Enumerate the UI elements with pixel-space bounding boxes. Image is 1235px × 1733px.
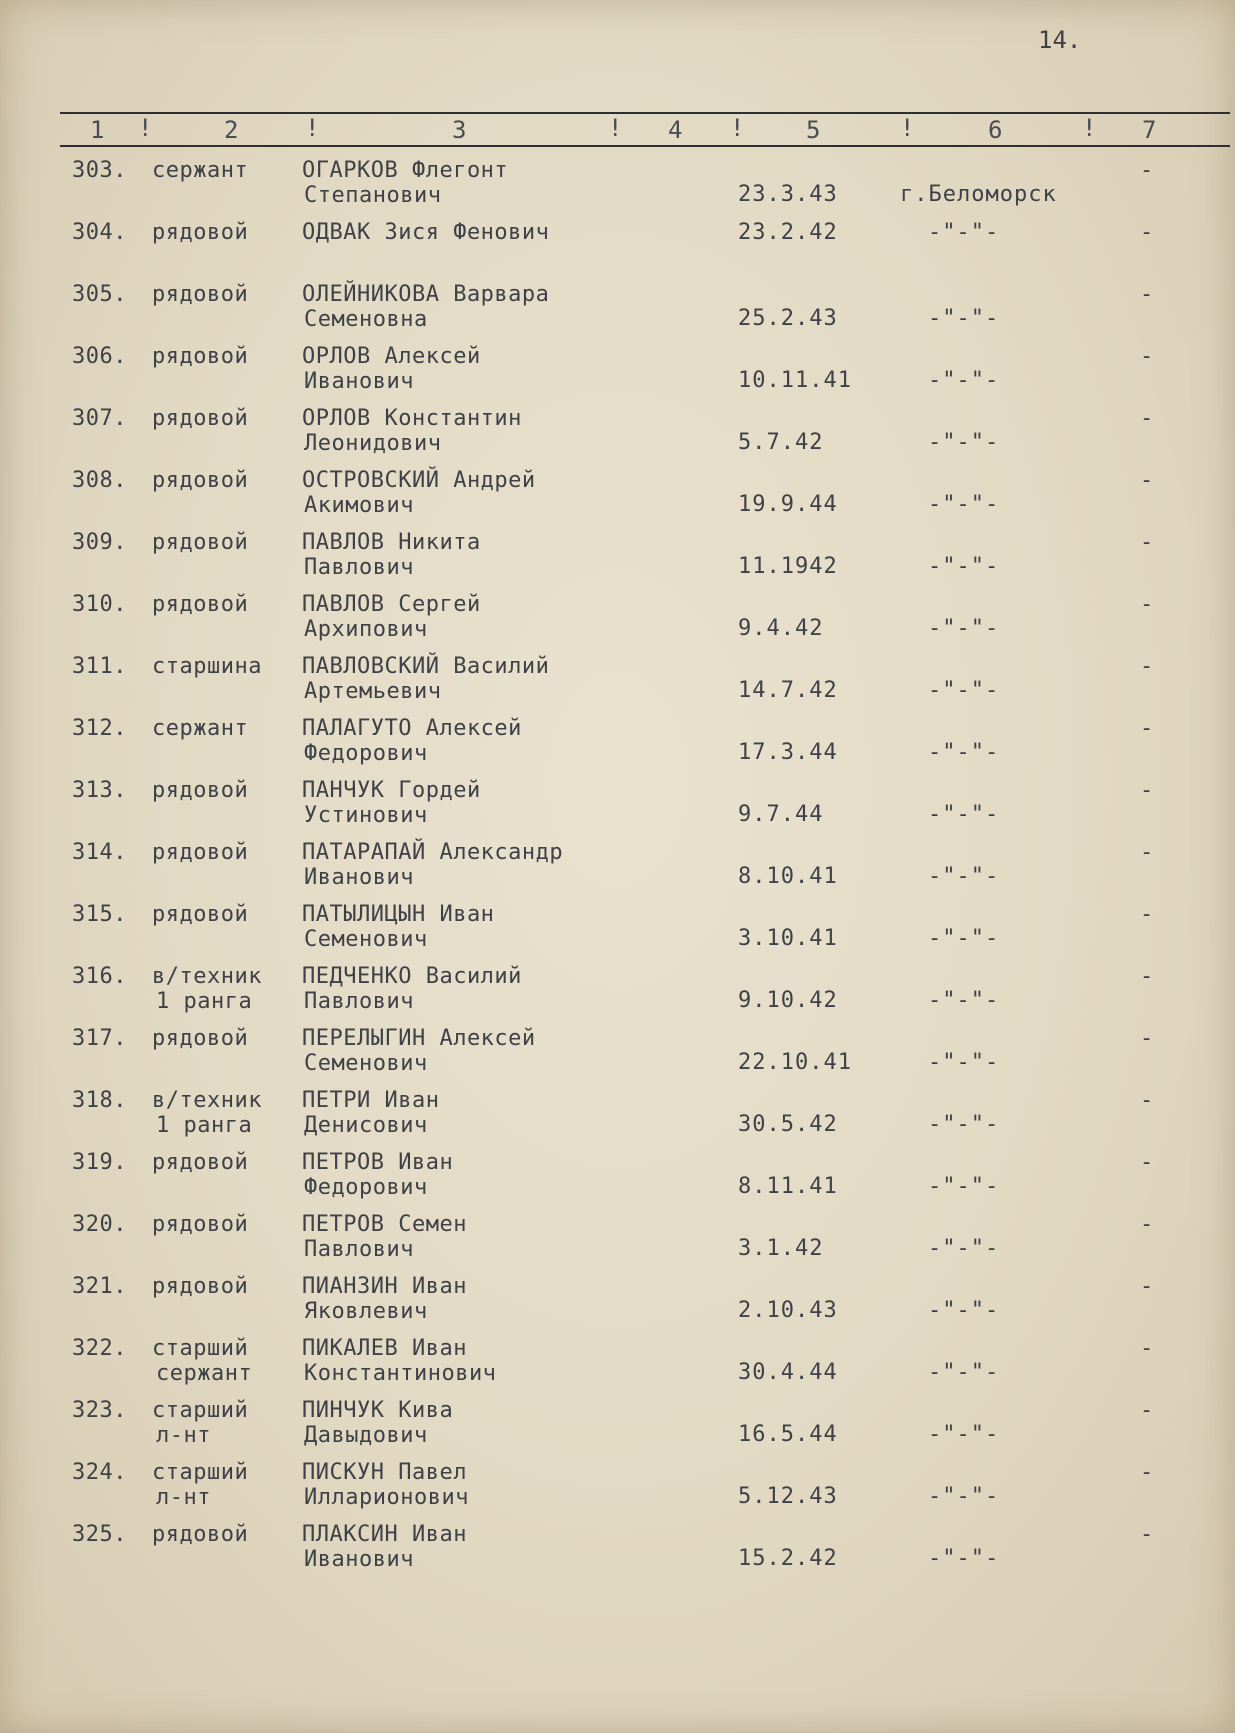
rank-line-2: л-нт bbox=[156, 1485, 211, 1510]
patronymic: Устинович bbox=[304, 803, 428, 828]
table-row bbox=[0, 220, 1235, 282]
record-number: 311. bbox=[72, 654, 127, 679]
place: -"-"- bbox=[928, 306, 1000, 331]
column-7-value: - bbox=[1140, 1088, 1154, 1113]
column-7-value: - bbox=[1140, 1150, 1154, 1175]
column-header-6: 6 bbox=[988, 116, 1003, 144]
patronymic: Степанович bbox=[304, 183, 442, 208]
record-number: 324. bbox=[72, 1460, 127, 1485]
place: -"-"- bbox=[928, 616, 1000, 641]
patronymic: Артемьевич bbox=[304, 679, 442, 704]
table-row bbox=[0, 964, 1235, 1026]
date: 2.10.43 bbox=[738, 1298, 838, 1323]
surname-and-name: ОДВАК Зися Фенович bbox=[302, 220, 550, 245]
record-number: 319. bbox=[72, 1150, 127, 1175]
table-row bbox=[0, 592, 1235, 654]
place: -"-"- bbox=[928, 1360, 1000, 1385]
record-number: 321. bbox=[72, 1274, 127, 1299]
column-header-5: 5 bbox=[806, 116, 821, 144]
patronymic: Давыдович bbox=[304, 1423, 428, 1448]
place: -"-"- bbox=[928, 740, 1000, 765]
column-separator: ! bbox=[138, 114, 153, 142]
date: 14.7.42 bbox=[738, 678, 838, 703]
surname-and-name: ОРЛОВ Алексей bbox=[302, 344, 481, 369]
record-number: 303. bbox=[72, 158, 127, 183]
date: 8.11.41 bbox=[738, 1174, 838, 1199]
surname-and-name: ОГАРКОВ Флегонт bbox=[302, 158, 509, 183]
header-rule-top bbox=[60, 112, 1230, 114]
patronymic: Акимович bbox=[304, 493, 414, 518]
record-number: 325. bbox=[72, 1522, 127, 1547]
column-7-value: - bbox=[1140, 592, 1154, 617]
surname-and-name: ПИКАЛЕВ Иван bbox=[302, 1336, 467, 1361]
column-separator: ! bbox=[730, 114, 745, 142]
date: 3.1.42 bbox=[738, 1236, 824, 1261]
column-header-1: 1 bbox=[90, 116, 105, 144]
rank: рядовой bbox=[152, 1212, 249, 1237]
table-row bbox=[0, 1212, 1235, 1274]
record-number: 312. bbox=[72, 716, 127, 741]
record-number: 309. bbox=[72, 530, 127, 555]
table-row bbox=[0, 840, 1235, 902]
patronymic: Иванович bbox=[304, 1547, 414, 1572]
patronymic: Архипович bbox=[304, 617, 428, 642]
table-row bbox=[0, 158, 1235, 220]
surname-and-name: ПИАНЗИН Иван bbox=[302, 1274, 467, 1299]
rank-line-2: сержант bbox=[156, 1361, 253, 1386]
date: 8.10.41 bbox=[738, 864, 838, 889]
date: 23.2.42 bbox=[738, 220, 838, 245]
column-7-value: - bbox=[1140, 1274, 1154, 1299]
patronymic: Леонидович bbox=[304, 431, 442, 456]
surname-and-name: ПИСКУН Павел bbox=[302, 1460, 467, 1485]
rank: рядовой bbox=[152, 1150, 249, 1175]
surname-and-name: ОСТРОВСКИЙ Андрей bbox=[302, 468, 536, 493]
rank: рядовой bbox=[152, 778, 249, 803]
rank: рядовой bbox=[152, 1274, 249, 1299]
rank: сержант bbox=[152, 158, 249, 183]
place: -"-"- bbox=[928, 368, 1000, 393]
table-row bbox=[0, 1336, 1235, 1398]
surname-and-name: ПЕТРОВ Иван bbox=[302, 1150, 454, 1175]
place: -"-"- bbox=[928, 926, 1000, 951]
rank: старший bbox=[152, 1336, 249, 1361]
rank-line-2: 1 ранга bbox=[156, 1113, 253, 1138]
rank-line-2: 1 ранга bbox=[156, 989, 253, 1014]
rank: старшина bbox=[152, 654, 262, 679]
record-number: 314. bbox=[72, 840, 127, 865]
date: 25.2.43 bbox=[738, 306, 838, 331]
place: -"-"- bbox=[928, 1112, 1000, 1137]
rank: рядовой bbox=[152, 1522, 249, 1547]
rank: рядовой bbox=[152, 282, 249, 307]
surname-and-name: ПЕТРИ Иван bbox=[302, 1088, 440, 1113]
date: 11.1942 bbox=[738, 554, 838, 579]
surname-and-name: ПИНЧУК Кива bbox=[302, 1398, 454, 1423]
record-number: 318. bbox=[72, 1088, 127, 1113]
record-number: 322. bbox=[72, 1336, 127, 1361]
rank: рядовой bbox=[152, 406, 249, 431]
rank: рядовой bbox=[152, 592, 249, 617]
patronymic: Денисович bbox=[304, 1113, 428, 1138]
date: 17.3.44 bbox=[738, 740, 838, 765]
surname-and-name: ПАНЧУК Гордей bbox=[302, 778, 481, 803]
record-number: 317. bbox=[72, 1026, 127, 1051]
column-7-value: - bbox=[1140, 406, 1154, 431]
patronymic: Семенович bbox=[304, 1051, 428, 1076]
column-7-value: - bbox=[1140, 1460, 1154, 1485]
table-row bbox=[0, 468, 1235, 530]
column-7-value: - bbox=[1140, 1336, 1154, 1361]
date: 9.7.44 bbox=[738, 802, 824, 827]
place: -"-"- bbox=[928, 1236, 1000, 1261]
table-row bbox=[0, 1026, 1235, 1088]
date: 10.11.41 bbox=[738, 368, 852, 393]
patronymic: Павлович bbox=[304, 555, 414, 580]
column-7-value: - bbox=[1140, 158, 1154, 183]
record-number: 323. bbox=[72, 1398, 127, 1423]
table-row bbox=[0, 282, 1235, 344]
rank: рядовой bbox=[152, 530, 249, 555]
column-7-value: - bbox=[1140, 716, 1154, 741]
date: 9.10.42 bbox=[738, 988, 838, 1013]
patronymic: Яковлевич bbox=[304, 1299, 428, 1324]
place: -"-"- bbox=[928, 1298, 1000, 1323]
rank: в/техник bbox=[152, 1088, 262, 1113]
column-7-value: - bbox=[1140, 778, 1154, 803]
surname-and-name: ОРЛОВ Константин bbox=[302, 406, 522, 431]
patronymic: Павлович bbox=[304, 1237, 414, 1262]
rank: рядовой bbox=[152, 840, 249, 865]
table-row bbox=[0, 1274, 1235, 1336]
date: 22.10.41 bbox=[738, 1050, 852, 1075]
record-number: 307. bbox=[72, 406, 127, 431]
patronymic: Федорович bbox=[304, 741, 428, 766]
place: -"-"- bbox=[928, 430, 1000, 455]
place: -"-"- bbox=[928, 1050, 1000, 1075]
record-number: 310. bbox=[72, 592, 127, 617]
patronymic: Иванович bbox=[304, 369, 414, 394]
record-number: 305. bbox=[72, 282, 127, 307]
rank: рядовой bbox=[152, 902, 249, 927]
date: 16.5.44 bbox=[738, 1422, 838, 1447]
date: 3.10.41 bbox=[738, 926, 838, 951]
surname-and-name: ПЕДЧЕНКО Василий bbox=[302, 964, 522, 989]
column-7-value: - bbox=[1140, 1026, 1154, 1051]
column-7-value: - bbox=[1140, 1398, 1154, 1423]
place: -"-"- bbox=[928, 988, 1000, 1013]
surname-and-name: ОЛЕЙНИКОВА Варвара bbox=[302, 282, 550, 307]
surname-and-name: ПЕТРОВ Семен bbox=[302, 1212, 467, 1237]
place: -"-"- bbox=[928, 864, 1000, 889]
table-row bbox=[0, 1150, 1235, 1212]
date: 15.2.42 bbox=[738, 1546, 838, 1571]
rank: сержант bbox=[152, 716, 249, 741]
record-number: 316. bbox=[72, 964, 127, 989]
rank-line-2: л-нт bbox=[156, 1423, 211, 1448]
column-separator: ! bbox=[305, 114, 320, 142]
column-header-2: 2 bbox=[224, 116, 239, 144]
column-7-value: - bbox=[1140, 344, 1154, 369]
rank: старший bbox=[152, 1460, 249, 1485]
patronymic: Федорович bbox=[304, 1175, 428, 1200]
place: г.Беломорск bbox=[900, 182, 1057, 207]
surname-and-name: ПАВЛОВ Сергей bbox=[302, 592, 481, 617]
column-7-value: - bbox=[1140, 654, 1154, 679]
table-row bbox=[0, 654, 1235, 716]
column-separator: ! bbox=[900, 114, 915, 142]
rank: рядовой bbox=[152, 1026, 249, 1051]
column-7-value: - bbox=[1140, 530, 1154, 555]
table-row bbox=[0, 778, 1235, 840]
place: -"-"- bbox=[928, 554, 1000, 579]
table-row bbox=[0, 1460, 1235, 1522]
patronymic: Константинович bbox=[304, 1361, 497, 1386]
record-number: 315. bbox=[72, 902, 127, 927]
place: -"-"- bbox=[928, 802, 1000, 827]
patronymic: Иванович bbox=[304, 865, 414, 890]
date: 23.3.43 bbox=[738, 182, 838, 207]
table-row bbox=[0, 530, 1235, 592]
table-row bbox=[0, 1522, 1235, 1584]
table-row bbox=[0, 716, 1235, 778]
column-7-value: - bbox=[1140, 840, 1154, 865]
column-header-3: 3 bbox=[452, 116, 467, 144]
patronymic: Илларионович bbox=[304, 1485, 469, 1510]
place: -"-"- bbox=[928, 1174, 1000, 1199]
surname-and-name: ПЛАКСИН Иван bbox=[302, 1522, 467, 1547]
table-row bbox=[0, 406, 1235, 468]
table-row bbox=[0, 344, 1235, 406]
column-separator: ! bbox=[1082, 114, 1097, 142]
date: 5.7.42 bbox=[738, 430, 824, 455]
record-number: 304. bbox=[72, 220, 127, 245]
surname-and-name: ПАТЫЛИЦЫН Иван bbox=[302, 902, 495, 927]
rank: рядовой bbox=[152, 468, 249, 493]
rank: рядовой bbox=[152, 344, 249, 369]
rank: в/техник bbox=[152, 964, 262, 989]
column-7-value: - bbox=[1140, 1522, 1154, 1547]
patronymic: Павлович bbox=[304, 989, 414, 1014]
date: 19.9.44 bbox=[738, 492, 838, 517]
date: 5.12.43 bbox=[738, 1484, 838, 1509]
surname-and-name: ПАЛАГУТО Алексей bbox=[302, 716, 522, 741]
column-header-4: 4 bbox=[668, 116, 683, 144]
column-header-7: 7 bbox=[1142, 116, 1157, 144]
patronymic: Семенович bbox=[304, 927, 428, 952]
date: 30.5.42 bbox=[738, 1112, 838, 1137]
column-separator: ! bbox=[608, 114, 623, 142]
place: -"-"- bbox=[928, 678, 1000, 703]
surname-and-name: ПАТАРАПАЙ Александр bbox=[302, 840, 564, 865]
table-row bbox=[0, 902, 1235, 964]
table-row bbox=[0, 1088, 1235, 1150]
place: -"-"- bbox=[928, 1546, 1000, 1571]
column-7-value: - bbox=[1140, 1212, 1154, 1237]
rank: рядовой bbox=[152, 220, 249, 245]
record-number: 313. bbox=[72, 778, 127, 803]
column-7-value: - bbox=[1140, 468, 1154, 493]
place: -"-"- bbox=[928, 1484, 1000, 1509]
column-7-value: - bbox=[1140, 220, 1154, 245]
place: -"-"- bbox=[928, 220, 1000, 245]
date: 30.4.44 bbox=[738, 1360, 838, 1385]
surname-and-name: ПАВЛОВ Никита bbox=[302, 530, 481, 555]
record-number: 308. bbox=[72, 468, 127, 493]
place: -"-"- bbox=[928, 1422, 1000, 1447]
place: -"-"- bbox=[928, 492, 1000, 517]
record-number: 306. bbox=[72, 344, 127, 369]
table-row bbox=[0, 1398, 1235, 1460]
surname-and-name: ПЕРЕЛЫГИН Алексей bbox=[302, 1026, 536, 1051]
surname-and-name: ПАВЛОВСКИЙ Василий bbox=[302, 654, 550, 679]
record-number: 320. bbox=[72, 1212, 127, 1237]
column-7-value: - bbox=[1140, 282, 1154, 307]
page-number: 14. bbox=[1038, 26, 1082, 54]
column-7-value: - bbox=[1140, 902, 1154, 927]
header-rule-bottom bbox=[60, 145, 1230, 147]
patronymic: Семеновна bbox=[304, 307, 428, 332]
column-7-value: - bbox=[1140, 964, 1154, 989]
date: 9.4.42 bbox=[738, 616, 824, 641]
rank: старший bbox=[152, 1398, 249, 1423]
